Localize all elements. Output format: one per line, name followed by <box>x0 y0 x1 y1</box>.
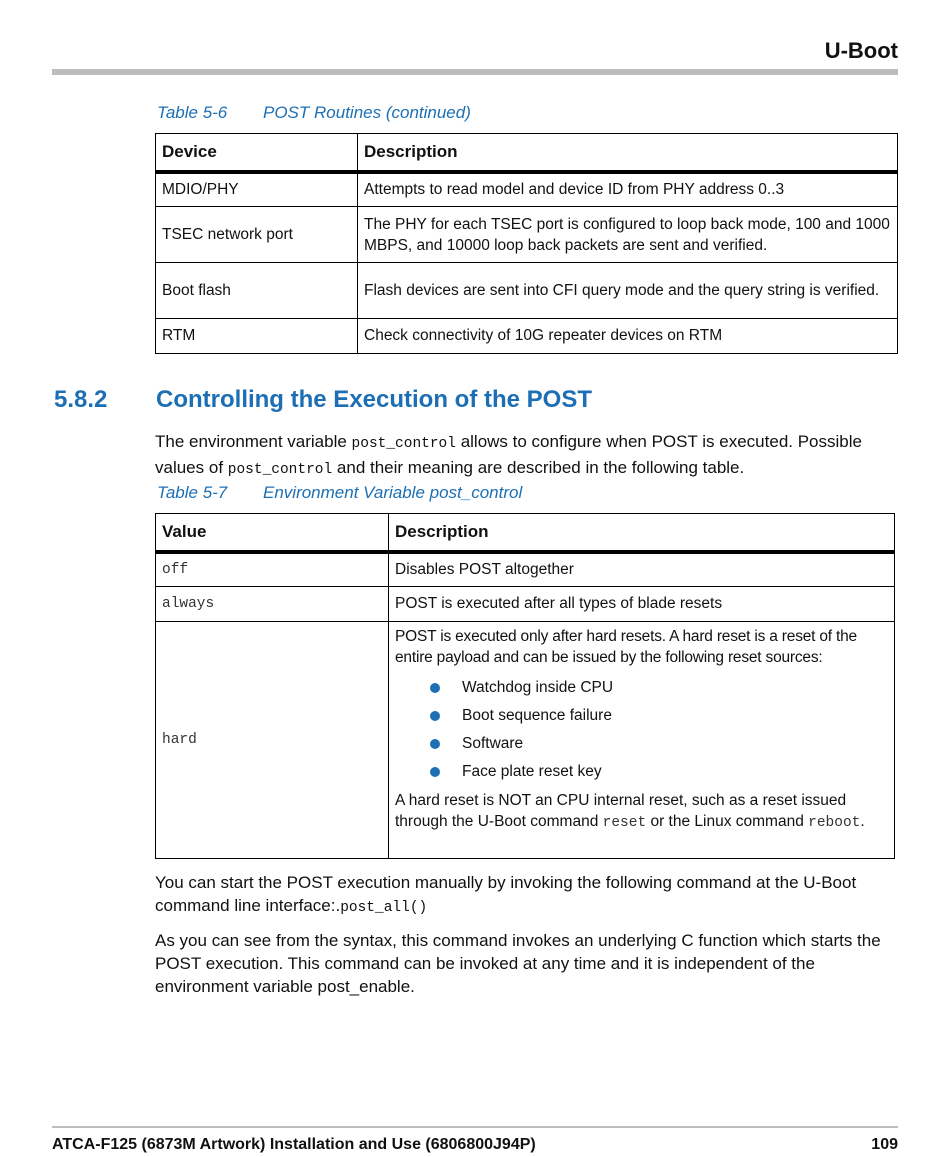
table2-caption <box>157 483 522 503</box>
description-cell: Disables POST altogether <box>389 552 895 587</box>
reset-sources-list <box>395 674 888 786</box>
page-number: 109 <box>871 1136 898 1153</box>
intro-text-3: and their meaning are described in the following table. <box>332 458 745 477</box>
note-text-1: A hard reset is NOT an CPU internal reset, such as a reset issued through the U-Boot command <box>395 792 847 830</box>
description-cell <box>389 622 895 859</box>
manual-start-text: You can start the POST execution manually by invoking the following command at the U-Boot command line interface:. <box>155 873 857 915</box>
column-header-value: Value <box>156 514 389 552</box>
post-all-command: post_all() <box>340 900 428 916</box>
description-cell: POST is executed after all types of blade resets <box>389 587 895 622</box>
table-row <box>156 622 895 859</box>
table-header-row <box>156 134 898 172</box>
table-row <box>156 172 898 207</box>
section-title: Controlling the Execution of the POST <box>156 386 592 413</box>
note-text-3: . <box>860 813 865 830</box>
syntax-paragraph: As you can see from the syntax, this command invokes an underlying C function which starts the POST execution. This command can be invoked at any time and it is independent of the environment variable post_enable. <box>155 931 881 996</box>
list-item-text: Boot sequence failure <box>462 707 612 724</box>
value-cell: hard <box>156 622 389 859</box>
section-number: 5.8.2 <box>54 386 108 413</box>
column-header-description: Description <box>358 134 898 172</box>
value-cell: off <box>156 552 389 587</box>
table-row <box>156 587 895 622</box>
list-item-text: Software <box>462 735 524 752</box>
intro-code-post-control: post_control <box>351 436 456 452</box>
device-cell: Boot flash <box>156 263 358 319</box>
list-item-text: Face plate reset key <box>462 763 602 780</box>
footer-document-title: ATCA-F125 (6873M Artwork) Installation and Use (6806800J94P) <box>52 1136 536 1153</box>
description-cell: Attempts to read model and device ID from PHY address 0..3 <box>358 172 898 207</box>
column-header-description: Description <box>389 514 895 552</box>
table-row <box>156 263 898 319</box>
device-cell: RTM <box>156 319 358 354</box>
intro-text-1: The environment variable <box>155 432 352 451</box>
table1-caption-title: POST Routines (continued) <box>263 103 471 122</box>
intro-code-post-control-2: post_control <box>227 462 333 478</box>
list-item <box>395 674 888 702</box>
bullet-icon <box>430 767 440 777</box>
bullet-icon <box>430 683 440 693</box>
device-cell: MDIO/PHY <box>156 172 358 207</box>
footer-rule <box>52 1126 898 1128</box>
post-routines-table <box>155 133 898 354</box>
list-item <box>395 758 888 786</box>
post-control-table <box>155 513 895 859</box>
table-row <box>156 207 898 263</box>
device-cell: TSEC network port <box>156 207 358 263</box>
table-row <box>156 319 898 354</box>
table2-caption-number: Table 5-7 <box>157 483 228 502</box>
header-rule <box>52 69 898 75</box>
table-header-row <box>156 514 895 552</box>
list-item <box>395 730 888 758</box>
table1-caption <box>157 103 471 123</box>
note-text-2: or the Linux command <box>646 813 809 830</box>
value-cell: always <box>156 587 389 622</box>
running-header-title: U-Boot <box>824 38 898 63</box>
hard-description-intro: POST is executed only after hard resets. A hard reset is a reset of the entire payload and can be issued by the following reset sources: <box>395 628 857 666</box>
description-cell: The PHY for each TSEC port is configured to loop back mode, 100 and 1000 MBPS, and 10000 loop back packets are sent and verified. <box>358 207 898 263</box>
bullet-icon <box>430 739 440 749</box>
manual-start-paragraph <box>155 871 895 920</box>
note-code-reboot: reboot <box>808 815 861 831</box>
bullet-icon <box>430 711 440 721</box>
column-header-device: Device <box>156 134 358 172</box>
description-cell: Check connectivity of 10G repeater devices on RTM <box>358 319 898 354</box>
list-item-text: Watchdog inside CPU <box>462 679 614 696</box>
note-code-reset: reset <box>602 815 647 831</box>
table1-caption-number: Table 5-6 <box>157 103 228 122</box>
table2-caption-title: Environment Variable post_control <box>263 483 523 502</box>
section-intro-paragraph <box>155 430 900 482</box>
table-row <box>156 552 895 587</box>
list-item <box>395 702 888 730</box>
hard-reset-note <box>395 790 888 834</box>
description-cell: Flash devices are sent into CFI query mode and the query string is verified. <box>358 263 898 319</box>
intro-text-2: allows to configure when POST is executed. Possible values of <box>155 432 862 477</box>
